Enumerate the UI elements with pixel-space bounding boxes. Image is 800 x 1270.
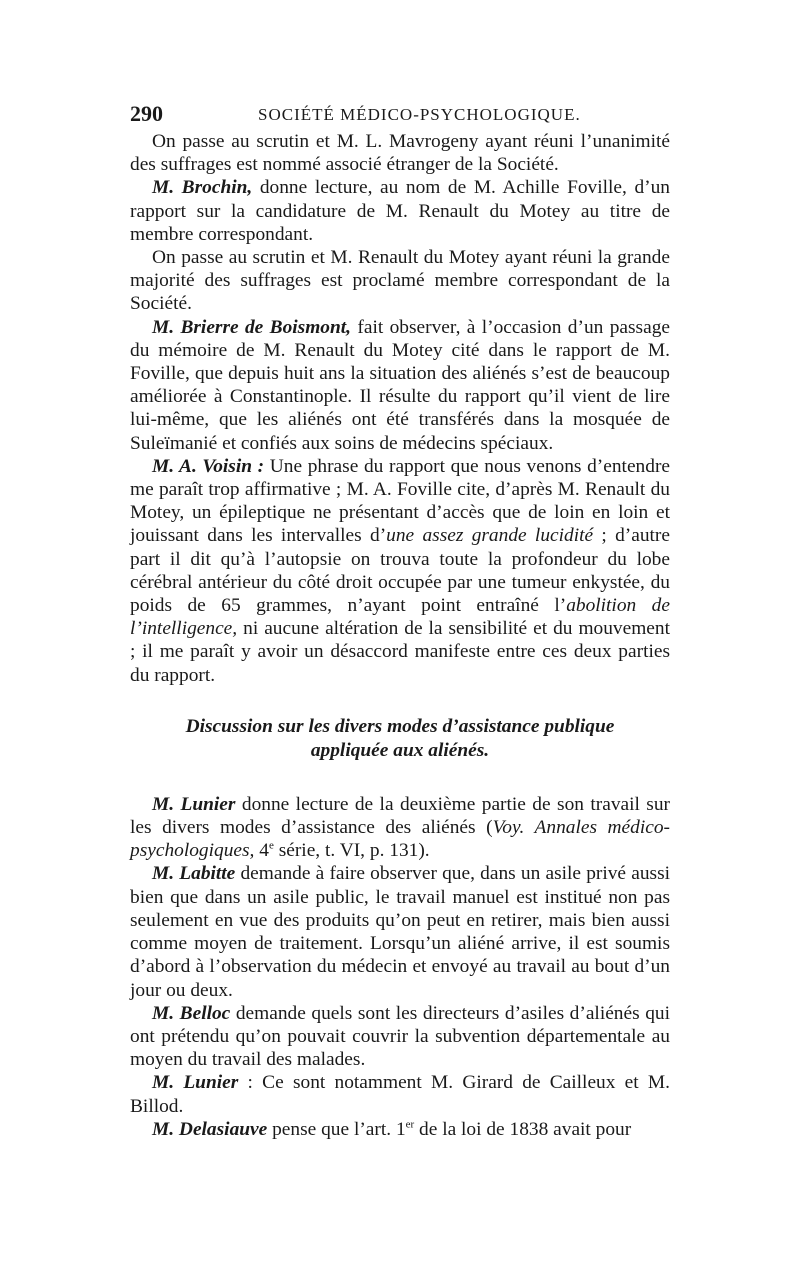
paragraph: M. Lunier : Ce sont notamment M. Girard de Cailleux et M. Billod.	[130, 1072, 671, 1117]
paragraph: On passe au scrutin et M. Renault du Motey ayant réuni la grande majorité des suffrages est proclamé membre correspondant de la Société.	[130, 247, 670, 315]
paragraph: On passe au scrutin et M. L. Mavrogeny ayant réuni l’unanimité des suffrages est nommé associé étranger de la Société.	[130, 131, 670, 176]
paragraph: M. A. Voisin : Une phrase du rapport que nous venons d’entendre me paraît trop affirmative ; M. A. Foville cite, d’après M. Renault du Motey, un épileptique ne présentant d’accès que de loin en loin et jouissant dans les intervalles d’une assez grande lucidité ; d’autre part il dit qu’à l’autopsie on trouva toute la profondeur du lobe cérébral antérieur du côté droit occupée par une tumeur enkystée, du poids de 65 grammes, n’ayant point entraîné l’abolition de l’intelligence, ni aucune altération de la sensibilité et du mouvement ; il me paraît y avoir un désaccord manifeste entre ces deux parties du rapport.	[130, 455, 671, 686]
section-heading: Discussion sur les divers modes d’assistance publique appliquée aux aliénés.	[185, 715, 615, 761]
speaker-name: M. Delasiauve	[152, 1118, 268, 1140]
paragraph: M. Brierre de Boismont, fait observer, à l’occasion d’un passage du mémoire de M. Renault du Motey cité dans le rapport de M. Foville, que depuis huit ans la situation des aliénés s’est de beaucoup améliorée à Constantinople. Il résulte du rapport qu’il vient de lire lui-même, que les aliénés ont été transférés dans la mosquée de Suleïmanié et confiés aux soins de médecins spéciaux.	[130, 316, 670, 454]
page-body	[130, 130, 670, 1141]
paragraph: M. Belloc demande quels sont les directeurs d’asiles d’aliénés qui ont prétendu qu’on pouvait couvrir la subvention départementale au moyen du travail des malades.	[130, 1002, 670, 1071]
paragraph: M. Delasiauve pense que l’art. 1er de la loi de 1838 avait pour	[152, 1118, 632, 1140]
page-number: 290	[130, 101, 163, 126]
paragraph: M. Brochin, donne lecture, au nom de M. Achille Foville, d’un rapport sur la candidature de M. Renault du Motey au titre de membre correspondant.	[130, 177, 670, 245]
speaker-name: M. Lunier	[152, 793, 236, 815]
speaker-name: M. Lunier	[152, 1072, 239, 1094]
running-title: SOCIÉTÉ MÉDICO-PSYCHOLOGIQUE.	[258, 105, 581, 124]
speaker-name: M. Labitte	[152, 863, 236, 885]
paragraph: M. Labitte demande à faire observer que, dans un asile privé aussi bien que dans un asile public, le travail manuel est institué non pas seulement en vue des produits qu’on peut en retirer, mais bien aussi comme moyen de traitement. Lorsqu’un aliéné arrive, il est soumis d’abord à l’observation du médecin et envoyé au travail au bout d’un jour ou deux.	[130, 863, 671, 1001]
speaker-name: M. Brierre de Boismont,	[152, 316, 352, 338]
speaker-name: M. A. Voisin :	[152, 455, 265, 477]
page-header	[130, 101, 670, 125]
paragraph: M. Lunier donne lecture de la deuxième partie de son travail sur les divers modes d’assistance des aliénés (Voy. Annales médico-psychologiques, 4e série, t. VI, p. 131).	[130, 793, 671, 862]
speaker-name: M. Brochin,	[152, 177, 253, 199]
speaker-name: M. Belloc	[152, 1002, 231, 1024]
